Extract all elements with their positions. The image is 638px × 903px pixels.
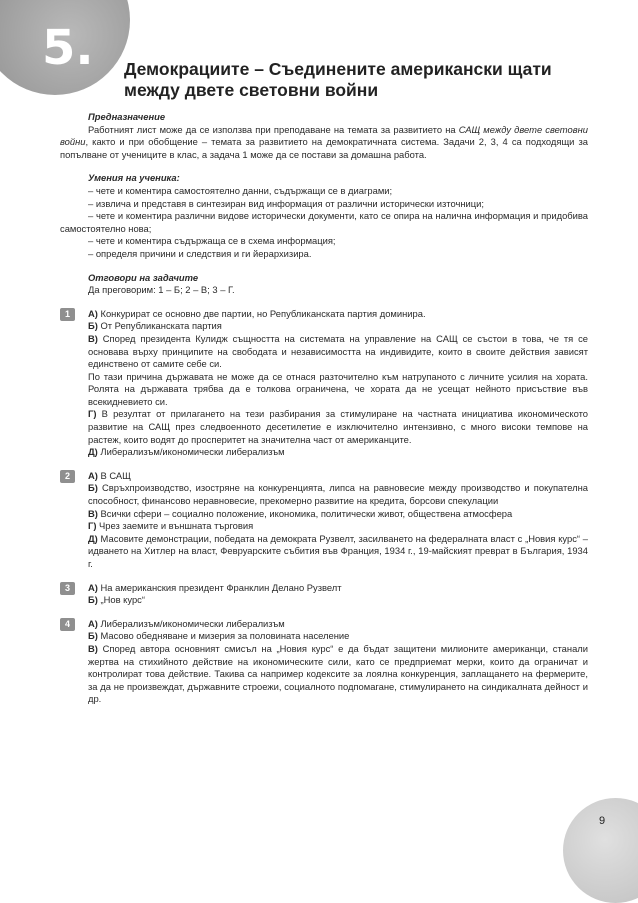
task-answer-line: Б) „Нов курс“ [88,594,145,606]
skill-item: – чете и коментира съдържаща се в схема информация; [88,235,336,247]
task-answer-line: По тази причина държавата не може да се отнася разточително към натрупаното с личните усилия на хората. Ролята на държавата трябва да е толкова ограничена, че хората да не усещат нейното присъствие във всекидневието си. [88,370,588,407]
skill-item: – чете и коментира самостоятелно данни, съдържащи се в диаграми; [88,184,393,196]
task-4 [60,618,588,706]
task-answer-line: Д) Либерализъм/икономически либерализъм [88,446,285,458]
task-answer-line: Б) Масово обедняване и мизерия за половината население [88,630,350,642]
chapter-number: 5. [42,20,94,76]
task-number-badge: 2 [60,470,75,483]
task-answer-line: А) На американския президент Франклин Делано Рузвелт [88,581,342,593]
purpose-text-italic: САЩ между двете световни войни [60,123,588,148]
task-number-badge: 4 [60,618,75,631]
task-answer-line: В) Според автора основният смисъл на „Новия курс“ е да бъдат защитени милионите американци, станали жертва на стихийното действие на икономическите сили, като се предприемат мерки, които да ограничат и контролират това действие. Такива са например кодексите за лоялна конкуренция, заплащането на фермерите, за да не произвеждат, държавните строежи, социалното подпомагане, стимулирането на синдикалната дейност и др. [88,642,588,705]
purpose-text-1: Работният лист може да се използва при преподаване на темата за развитието на [88,123,459,135]
task-answer-line: А) Конкурират се основно две партии, но Републиканската партия доминира. [88,307,426,319]
title-line-2: между двете световни войни [124,80,379,100]
task-answer-line: В) Всички сфери – социално положение, икономика, политически живот, обществена атмосфера [88,507,513,519]
task-number-badge: 1 [60,308,75,321]
purpose-text [60,124,588,162]
purpose-heading: Предназначение [88,111,166,122]
skill-item: – определя причини и следствия и ги йерархизира. [88,247,312,259]
title-line-1: Демокрациите – Съединените американски щати [124,59,552,79]
worksheet-content [60,111,588,706]
task-answer-line: Д) Масовите демонстрации, победата на демократа Рузвелт, засилването на федералната власт с „Новия курс“ – идването на Хитлер на власт, Февруарските събития във Франция, 1934 г., 19-майският преврат в България, 1934 г. [88,532,588,569]
page-number-circle [563,798,638,903]
task-2 [60,470,588,571]
task-answer-line: Б) Свръхпроизводство, изостряне на конкуренцията, липса на равновесие между производство и покупателна способност, финансово неравновесие, прекомерно развитие на кредита, борсови спекулации [88,482,588,507]
skill-item: – извлича и представя в синтезиран вид информация от различни исторически източници; [88,197,484,209]
skills-heading: Умения на ученика: [88,172,180,184]
task-1 [60,308,588,459]
page-title [124,59,594,101]
answers-heading: Отговори на задачите [88,271,199,283]
skill-item: – чете и коментира различни видове исторически документи, като се опира на налична информация и придобива самостоятелно нова; [60,210,588,234]
task-answer-line: Б) От Републиканската партия [88,320,222,332]
task-answer-line: В) Според президента Кулидж същността на системата на управление на САЩ се състои в това, че тя се основава върху принципите на свободата и независимостта на индивидите, които в своите действия зависят единствено от самите себе си. [88,332,588,370]
purpose-text-2: , както и при обобщение – темата за развитието на демократичната система. Задачи 2, 3, 4 са подходящи за попълване от учениците в клас, а задача 1 може да се постави за домашна работа. [60,136,588,160]
task-answer-line: Г) В резултат от прилагането на тези разбирания за стимулиране на частната инициатива икономическото развитие на САЩ през следвоенното десетилетие е изключително интензивно, с много високи темпове на растеж, които водят до просперитет на значителна част от американците. [88,408,588,445]
task-answer-line: Г) Чрез заемите и външната търговия [88,520,254,532]
task-3 [60,582,588,607]
task-answer-line: А) В САЩ [88,469,131,481]
page-number: 9 [599,815,606,827]
review-answers: Да преговорим: 1 – Б; 2 – В; 3 – Г. [88,284,235,296]
task-number-badge: 3 [60,582,75,595]
task-answer-line: А) Либерализъм/икономически либерализъм [88,617,285,629]
